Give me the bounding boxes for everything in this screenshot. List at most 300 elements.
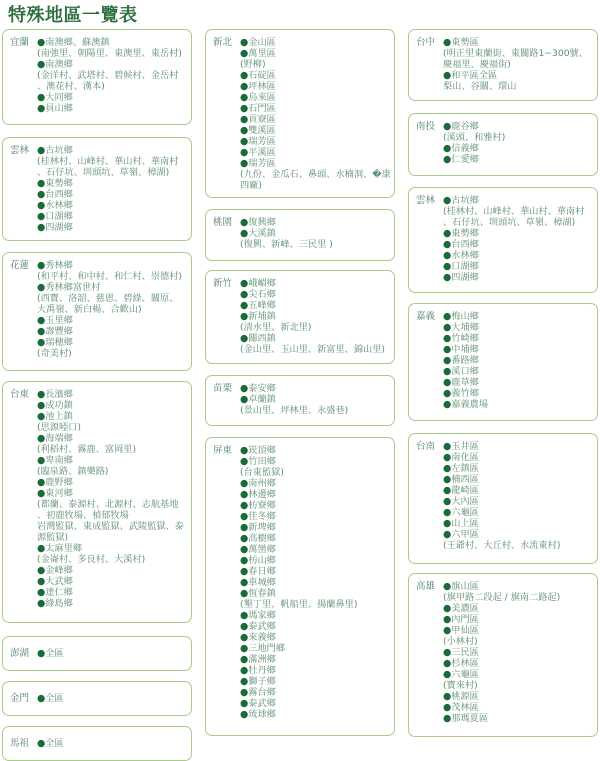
bullet-icon: ● (240, 643, 249, 654)
bullet-icon: ● (240, 217, 249, 228)
bullet-icon: ● (443, 322, 452, 333)
bullet-icon: ● (240, 445, 249, 456)
area-text: 龍崎區 (451, 485, 479, 496)
bullet-icon: ● (37, 178, 46, 189)
area-item (37, 103, 182, 114)
area-item (443, 37, 588, 48)
area-text: 梨山、谷關、環山 (443, 81, 517, 92)
bullet-icon: ● (443, 355, 452, 366)
area-text: 恆春鎮 (248, 588, 276, 599)
area-item (240, 522, 357, 533)
bullet-icon: ● (443, 614, 452, 625)
area-item (443, 474, 560, 485)
area-text: (野柳) (240, 59, 266, 70)
region-card (408, 303, 598, 421)
area-text: 杉林區 (451, 658, 479, 669)
area-note (240, 180, 391, 191)
area-item (240, 48, 391, 59)
area-item (443, 355, 488, 366)
area-list (443, 121, 505, 165)
area-text: 四湖鄉 (45, 222, 73, 233)
area-item (240, 610, 357, 621)
bullet-icon: ● (240, 577, 249, 588)
area-text: (小林村) (443, 636, 478, 647)
area-text: 金山區 (248, 37, 276, 48)
bullet-icon: ● (443, 452, 452, 463)
bullet-icon: ● (37, 337, 46, 348)
bullet-icon: ● (443, 463, 452, 474)
region-card (2, 29, 192, 125)
area-item (37, 92, 182, 103)
bullet-icon: ● (443, 669, 452, 680)
area-text: 壽豐鄉 (45, 326, 73, 337)
bullet-icon: ● (240, 456, 249, 467)
bullet-icon: ● (443, 37, 452, 48)
area-item (240, 125, 391, 136)
area-item (240, 588, 357, 599)
area-note (37, 510, 184, 521)
region-name: 桃園 (213, 217, 233, 228)
area-item (37, 598, 184, 609)
region-name: 新北 (213, 37, 233, 48)
area-text: 玉里鄉 (45, 315, 73, 326)
area-text: 大內區 (451, 496, 479, 507)
bullet-icon: ● (240, 698, 249, 709)
area-text: 東勢鄉 (451, 228, 479, 239)
area-text: 大武鄉 (45, 576, 73, 587)
area-item (240, 511, 357, 522)
bullet-icon: ● (443, 658, 452, 669)
bullet-icon: ● (37, 211, 46, 222)
area-text: 瑪家鄉 (248, 610, 276, 621)
area-item (37, 477, 184, 488)
area-item (37, 455, 184, 466)
bullet-icon: ● (37, 92, 46, 103)
area-item (240, 555, 357, 566)
area-note (443, 636, 560, 647)
bullet-icon: ● (240, 654, 249, 665)
area-text: 台西鄉 (45, 189, 73, 200)
area-text: (寶來村) (443, 680, 478, 691)
area-text: 源監獄) (37, 532, 69, 543)
bullet-icon: ● (443, 261, 452, 272)
bullet-icon: ● (443, 581, 452, 592)
bullet-icon: ● (443, 691, 452, 702)
area-text: 枋寮鄉 (248, 500, 276, 511)
area-note (443, 59, 588, 70)
bullet-icon: ● (240, 125, 249, 136)
area-text: (奇美村) (37, 348, 72, 359)
bullet-icon: ● (443, 333, 452, 344)
bullet-icon: ● (240, 158, 249, 169)
area-text: 和平區全區 (451, 70, 498, 81)
area-text: 甲仙區 (451, 625, 479, 636)
area-text: 達仁鄉 (45, 587, 73, 598)
area-text: 台西鄉 (451, 239, 479, 250)
area-list (240, 37, 391, 191)
area-item (443, 154, 505, 165)
area-text: (王爺村、大丘村、水流東村) (443, 540, 561, 551)
area-item (240, 478, 357, 489)
area-item (240, 383, 348, 394)
area-text: 水林鄉 (451, 250, 479, 261)
area-text: 南州鄉 (248, 478, 276, 489)
area-text: 春日鄉 (248, 566, 276, 577)
bullet-icon: ● (37, 693, 46, 704)
region-name: 苗栗 (213, 383, 233, 394)
area-item (37, 411, 184, 422)
region-name: 雲林 (416, 195, 436, 206)
area-text: 鹿野鄉 (45, 477, 73, 488)
area-note (37, 156, 178, 167)
area-text: 信義鄉 (451, 143, 479, 154)
area-item (240, 147, 391, 158)
area-note (240, 322, 385, 333)
bullet-icon: ● (443, 143, 452, 154)
bullet-icon: ● (37, 648, 46, 659)
region-name: 花蓮 (10, 260, 30, 271)
area-item (240, 81, 391, 92)
bullet-icon: ● (240, 311, 249, 322)
area-item (443, 366, 488, 377)
bullet-icon: ● (37, 411, 46, 422)
area-item (443, 250, 584, 261)
bullet-icon: ● (240, 511, 249, 522)
area-text: (和平村、和中村、和仁村、崇德村) (37, 271, 182, 282)
area-text: 嘉義農場 (451, 399, 489, 410)
area-note (443, 540, 560, 551)
area-item (443, 647, 560, 658)
area-text: 泰武鄉 (248, 698, 276, 709)
bullet-icon: ● (240, 136, 249, 147)
area-note (240, 599, 357, 610)
area-text: 泰武鄉 (248, 621, 276, 632)
area-list (443, 311, 488, 410)
region-card (408, 187, 598, 293)
area-list (37, 260, 182, 359)
area-text: 、石仔坑、圳頭坑、草嶺、樟湖) (37, 167, 170, 178)
area-text: 萬里區 (248, 48, 276, 59)
area-item (37, 337, 182, 348)
area-item (240, 217, 333, 228)
area-item (240, 665, 357, 676)
area-note (37, 293, 182, 304)
area-text: 枋山鄉 (248, 555, 276, 566)
bullet-icon: ● (37, 598, 46, 609)
area-item (443, 333, 488, 344)
bullet-icon: ● (443, 272, 452, 283)
bullet-icon: ● (240, 478, 249, 489)
bullet-icon: ● (240, 228, 249, 239)
area-item (240, 136, 391, 147)
area-text: 楠西區 (451, 474, 479, 485)
area-text: 雙溪區 (248, 125, 276, 136)
area-text: 員山鄉 (45, 103, 73, 114)
area-item (37, 693, 64, 704)
bullet-icon: ● (37, 738, 46, 749)
area-note (443, 592, 560, 603)
area-text: 鹿草鄉 (451, 377, 479, 388)
area-text: 五峰鄉 (248, 300, 276, 311)
region-card (408, 29, 598, 101)
area-text: 內門區 (451, 614, 479, 625)
region-name: 嘉義 (416, 311, 436, 322)
area-item (240, 566, 357, 577)
area-list (240, 383, 348, 416)
bullet-icon: ● (37, 488, 46, 499)
page-title: 特殊地區一覽表 (8, 5, 138, 26)
area-text: 滿洲鄉 (248, 654, 276, 665)
bullet-icon: ● (240, 37, 249, 48)
region-card (2, 681, 192, 716)
area-text: (思源啞口) (37, 422, 81, 433)
bullet-icon: ● (37, 576, 46, 587)
area-item (443, 388, 488, 399)
area-text: (復興、新峰、三民里 ) (240, 239, 333, 250)
area-item (240, 709, 357, 720)
area-text: 瑞芳區 (248, 158, 276, 169)
area-note (37, 444, 184, 455)
area-text: 六龜區 (451, 507, 479, 518)
area-item (37, 488, 184, 499)
area-item (37, 543, 184, 554)
area-text: 那瑪夏區 (451, 713, 489, 724)
region-name: 台中 (416, 37, 436, 48)
bullet-icon: ● (240, 70, 249, 81)
area-item (443, 195, 584, 206)
area-item (240, 698, 357, 709)
area-text: (桂林村、山峰村、華山村、華南村 (37, 156, 179, 167)
area-list (443, 37, 588, 92)
area-item (37, 37, 182, 48)
bullet-icon: ● (37, 400, 46, 411)
bullet-icon: ● (443, 239, 452, 250)
area-note (240, 405, 348, 416)
bullet-icon: ● (240, 621, 249, 632)
bullet-icon: ● (240, 709, 249, 720)
area-item (443, 507, 560, 518)
bullet-icon: ● (240, 687, 249, 698)
area-item (240, 333, 385, 344)
region-card (408, 433, 598, 564)
area-note (443, 48, 588, 59)
area-text: 玉井區 (451, 441, 479, 452)
area-text: 慶福里、慶福街) (443, 59, 511, 70)
area-text: 綠島鄉 (45, 598, 73, 609)
area-item (37, 59, 182, 70)
bullet-icon: ● (443, 228, 452, 239)
bullet-icon: ● (240, 333, 249, 344)
area-text: 旗山區 (451, 581, 479, 592)
area-text: (南強里、朝陽里、東澳里、東岳村) (37, 48, 182, 59)
bullet-icon: ● (37, 260, 46, 271)
area-item (443, 70, 588, 81)
area-list (240, 217, 333, 250)
area-text: 車城鄉 (248, 577, 276, 588)
area-text: 牡丹鄉 (248, 665, 276, 676)
area-text: (利稻村、霧鹿、富岡里) (37, 444, 137, 455)
bullet-icon: ● (443, 474, 452, 485)
area-item (240, 70, 391, 81)
area-item (443, 452, 560, 463)
bullet-icon: ● (443, 388, 452, 399)
area-item (240, 92, 391, 103)
area-item (240, 632, 357, 643)
area-note (240, 239, 333, 250)
area-text: 大埔鄉 (451, 322, 479, 333)
area-text: 池上鎮 (45, 411, 73, 422)
area-text: 秀林鄉 (45, 260, 73, 271)
area-item (240, 654, 357, 665)
area-note (37, 81, 182, 92)
region-name: 宜蘭 (10, 37, 30, 48)
bullet-icon: ● (443, 311, 452, 322)
region-card (205, 209, 395, 261)
bullet-icon: ● (37, 326, 46, 337)
area-note (37, 466, 184, 477)
area-text: 南澳鄉 (45, 59, 73, 70)
bullet-icon: ● (443, 441, 452, 452)
area-item (240, 114, 391, 125)
area-text: (金崙村、多良村、大溪村) (37, 554, 146, 565)
area-item (37, 738, 64, 749)
area-text: 東河鄉 (45, 488, 73, 499)
area-note (240, 344, 385, 355)
area-text: 長濱鄉 (45, 389, 73, 400)
bullet-icon: ● (240, 610, 249, 621)
area-item (37, 389, 184, 400)
area-item (37, 282, 182, 293)
area-item (37, 178, 178, 189)
area-text: 六龜區 (451, 669, 479, 680)
area-text: 口湖鄉 (451, 261, 479, 272)
bullet-icon: ● (443, 70, 452, 81)
bullet-icon: ● (443, 485, 452, 496)
area-item (37, 222, 178, 233)
region-card (2, 137, 192, 241)
area-text: 霧台鄉 (248, 687, 276, 698)
area-item (37, 576, 184, 587)
region-name: 台南 (416, 441, 436, 452)
area-item (443, 261, 584, 272)
region-card (205, 375, 395, 426)
area-item (443, 581, 560, 592)
area-item (240, 228, 333, 239)
area-list (37, 648, 64, 659)
area-text: 四湖鄉 (451, 272, 479, 283)
bullet-icon: ● (37, 477, 46, 488)
bullet-icon: ● (37, 433, 46, 444)
area-item (443, 399, 488, 410)
bullet-icon: ● (443, 702, 452, 713)
area-text: (九份、金瓜石、鼻頭、水楠洞、�康 (240, 169, 391, 180)
area-text: 佳冬鄉 (248, 511, 276, 522)
area-text: 石門區 (248, 103, 276, 114)
region-name: 南投 (416, 121, 436, 132)
area-text: 關西鎮 (248, 333, 276, 344)
area-text: 古坑鄉 (45, 145, 73, 156)
area-note (443, 206, 584, 217)
area-item (240, 394, 348, 405)
area-item (443, 143, 505, 154)
bullet-icon: ● (37, 145, 46, 156)
area-text: (清水里、新北里) (240, 322, 312, 333)
region-card (408, 113, 598, 176)
area-item (443, 377, 488, 388)
area-item (443, 603, 560, 614)
area-item (443, 713, 560, 724)
bullet-icon: ● (37, 389, 46, 400)
area-text: (西寶、洛韶、慈恩、碧綠、關原、 (37, 293, 179, 304)
area-text: 烏來區 (248, 92, 276, 103)
area-item (240, 577, 357, 588)
area-text: 尖石鄉 (248, 289, 276, 300)
region-card (205, 437, 395, 736)
bullet-icon: ● (240, 665, 249, 676)
area-text: 瑞穗鄉 (45, 337, 73, 348)
area-text: 平溪區 (248, 147, 276, 158)
area-text: 金峰鄉 (45, 565, 73, 576)
area-item (240, 311, 385, 322)
area-text: 坪林區 (248, 81, 276, 92)
area-note (37, 348, 182, 359)
bullet-icon: ● (240, 103, 249, 114)
area-text: 貢寮區 (248, 114, 276, 125)
area-item (240, 445, 357, 456)
area-note (37, 521, 184, 532)
bullet-icon: ● (240, 566, 249, 577)
area-item (240, 544, 357, 555)
bullet-icon: ● (443, 625, 452, 636)
area-text: 仁愛鄉 (451, 154, 479, 165)
region-card (205, 29, 395, 198)
bullet-icon: ● (240, 555, 249, 566)
area-text: 全區 (45, 648, 64, 659)
area-text: 秀林鄉富世村 (45, 282, 101, 293)
area-note (37, 422, 184, 433)
area-item (37, 189, 178, 200)
area-text: 中埔鄉 (451, 344, 479, 355)
area-item (443, 625, 560, 636)
area-text: 山上區 (451, 518, 479, 529)
area-text: (金山里、玉山里、新富里、錦山里) (240, 344, 385, 355)
bullet-icon: ● (443, 647, 452, 658)
area-item (443, 702, 560, 713)
area-text: 海端鄉 (45, 433, 73, 444)
area-item (240, 158, 391, 169)
bullet-icon: ● (443, 603, 452, 614)
area-text: 林邊鄉 (248, 489, 276, 500)
area-item (37, 433, 184, 444)
area-item (240, 37, 391, 48)
area-item (240, 289, 385, 300)
area-item (240, 278, 385, 289)
area-note (443, 81, 588, 92)
area-item (443, 228, 584, 239)
area-text: (溪頭、和雅村) (443, 132, 506, 143)
area-text: 復興鄉 (248, 217, 276, 228)
area-item (37, 260, 182, 271)
area-text: 岩灣監獄、東成監獄、武陵監獄、泰 (37, 521, 184, 532)
area-item (240, 489, 357, 500)
area-item (37, 200, 178, 211)
area-text: 竹崎鄉 (451, 333, 479, 344)
bullet-icon: ● (240, 632, 249, 643)
area-list (240, 445, 357, 720)
area-note (240, 467, 357, 478)
area-item (37, 565, 184, 576)
bullet-icon: ● (240, 147, 249, 158)
